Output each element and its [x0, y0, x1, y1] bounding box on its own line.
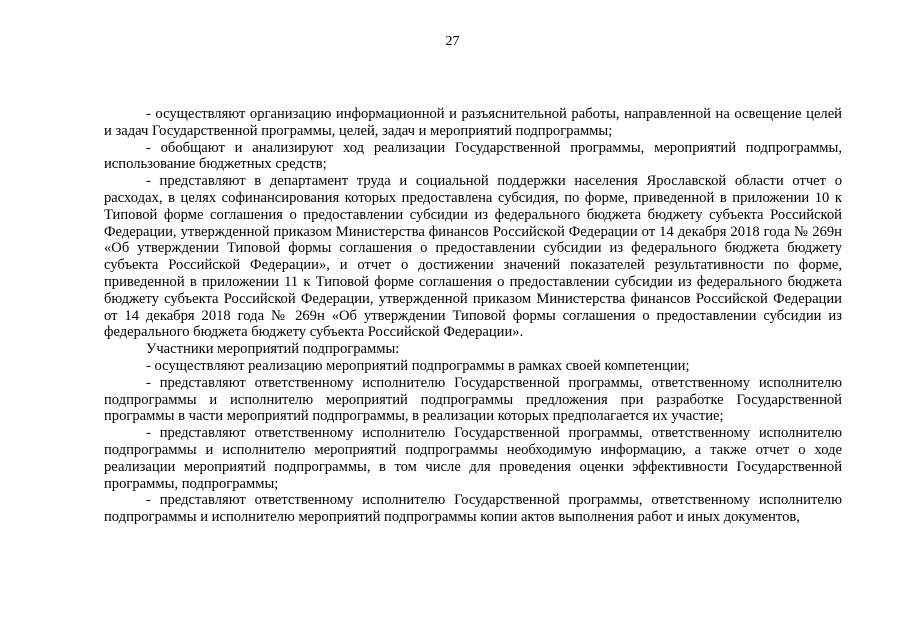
document-body: [104, 106, 842, 526]
paragraph: - представляют ответственному исполнителю Государственной программы, ответственному исполнителю подпрограммы и исполнителю мероприятий подпрограммы предложения при разработке Государственной программы в части мероприятий подпрограммы, в реализации которых предполагается их участие;: [104, 374, 842, 425]
page-number: 27: [445, 34, 460, 49]
paragraph: Участники мероприятий подпрограммы:: [146, 341, 400, 358]
paragraph: - осуществляют организацию информационной и разъяснительной работы, направленной на освещение целей и задач Государственной программы, целей, задач и мероприятий подпрограммы;: [104, 106, 842, 139]
paragraph: - представляют ответственному исполнителю Государственной программы, ответственному исполнителю подпрограммы и исполнителю мероприятий подпрограммы необходимую информацию, а также отчет о ходе реализации мероприятий подпрограммы, в том числе для проведения оценки эффективности Государственной программы, подпрограммы;: [104, 425, 842, 492]
paragraph: - осуществляют реализацию мероприятий подпрограммы в рамках своей компетенции;: [146, 357, 690, 374]
paragraph: - представляют ответственному исполнителю Государственной программы, ответственному исполнителю подпрограммы и исполнителю мероприятий подпрограммы копии актов выполнения работ и иных документов,: [104, 492, 842, 526]
paragraph: - представляют в департамент труда и социальной поддержки населения Ярославской области отчет о расходах, в целях софинансирования которых предоставлена субсидия, по форме, приведенной в приложении 10 к Типовой форме соглашения о предоставлении субсидии из федерального бюджета бюджету субъекта Российской Федерации, утвержденной приказом Министерства финансов Российской Федерации от 14 декабря 2018 года № 269н «Об утверждении Типовой формы соглашения о предоставлении субсидии из федерального бюджета бюджету субъекта Российской Федерации», и отчет о достижении значений показателей результативности по форме, приведенной в приложении 11 к Типовой форме соглашения о предоставлении субсидии из федерального бюджета бюджету субъекта Российской Федерации, утвержденной приказом Министерства финансов Российской Федерации от 14 декабря 2018 года № 269н «Об утверждении Типовой формы соглашения о предоставлении субсидии из федерального бюджета бюджету субъекта Российской Федерации».: [104, 173, 842, 341]
paragraph: - обобщают и анализируют ход реализации Государственной программы, мероприятий подпрограммы, использование бюджетных средств;: [104, 139, 842, 173]
